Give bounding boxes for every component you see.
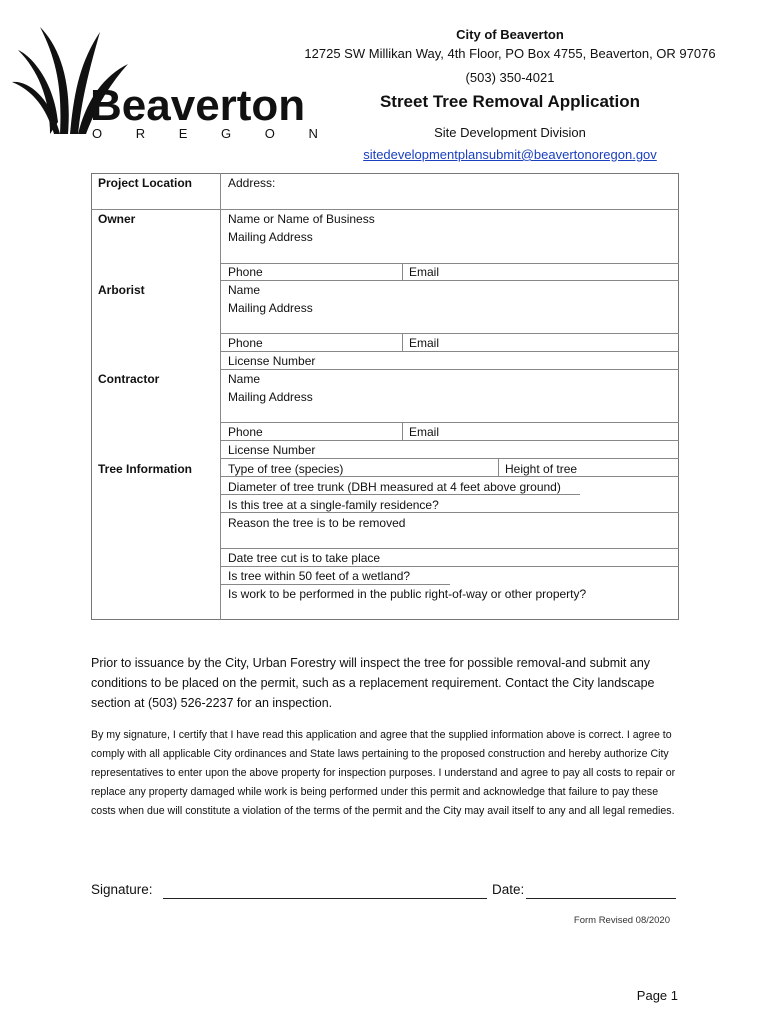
field-divider [402,422,403,440]
row-divider [220,280,679,281]
signature-label: Signature: [91,882,153,897]
owner-phone-field[interactable]: Phone [228,265,263,279]
owner-mailing-field[interactable]: Mailing Address [228,230,313,244]
field-divider [402,263,403,280]
single-family-field[interactable]: Is this tree at a single-family residence? [228,498,439,512]
contractor-license-field[interactable]: License Number [228,443,316,457]
contractor-email-field[interactable]: Email [409,425,440,439]
right-of-way-field[interactable]: Is work to be performed in the public right-of-way or other property? [228,587,587,601]
row-divider [220,333,679,334]
wetland-field[interactable]: Is tree within 50 feet of a wetland? [228,569,411,583]
row-divider [220,584,450,585]
section-arborist: Arborist [98,283,145,297]
city-name: City of Beaverton [456,27,564,42]
row-divider [220,440,679,441]
date-label: Date: [492,882,525,897]
beaverton-logo [10,22,333,142]
form-revised-note: Form Revised 08/2020 [573,915,670,926]
logo-wordmark: Beaverton [90,81,306,130]
section-tree-information: Tree Information [98,462,193,476]
field-divider [498,458,499,476]
division-email-link[interactable]: sitedevelopmentplansubmit@beavertonoregon.gov [363,147,657,162]
arborist-email-field[interactable]: Email [409,336,440,350]
section-project-location: Project Location [98,176,193,190]
row-divider [220,369,679,370]
contractor-name-field[interactable]: Name [228,372,261,386]
field-divider [402,333,403,351]
arborist-phone-field[interactable]: Phone [228,336,263,350]
project-address-field[interactable]: Address: [228,176,276,190]
row-divider [220,548,679,549]
row-divider [91,209,679,210]
arborist-license-field[interactable]: License Number [228,354,316,368]
city-address: 12725 SW Millikan Way, 4th Floor, PO Box 4755, Beaverton, OR 97076 [304,46,716,61]
row-divider [220,422,679,423]
row-divider [220,494,580,495]
contractor-mailing-field[interactable]: Mailing Address [228,390,313,404]
page-number: Page 1 [636,988,678,1003]
owner-email-field[interactable]: Email [409,265,440,279]
contractor-phone-field[interactable]: Phone [228,425,263,439]
section-contractor: Contractor [98,372,160,386]
tree-height-field[interactable]: Height of tree [505,462,578,476]
signature-line[interactable] [163,898,487,899]
row-divider [220,263,679,264]
row-divider [220,566,679,567]
row-divider [220,512,679,513]
arborist-mailing-field[interactable]: Mailing Address [228,301,313,315]
row-divider [220,351,679,352]
date-line[interactable] [526,898,676,899]
arborist-name-field[interactable]: Name [228,283,261,297]
page-title: Street Tree Removal Application [379,92,641,111]
certification-statement: By my signature, I certify that I have read this application and agree that the supplied information above is correct. I agree to comply with all applicable City ordinances and State laws pertaining to the proposed construction and hereby authorize City representatives to enter upon the above property for inspection purposes. I understand and agree to pay all costs to repair or replace any property damaged while work is being performed under this permit and acknowledge that failure to pay these costs when due will constitute a violation of the terms of the permit and the City may avail itself to any and all legal remedies. [91,729,676,817]
tree-type-field[interactable]: Type of tree (species) [228,462,344,476]
division-name: Site Development Division [434,125,586,140]
removal-reason-field[interactable]: Reason the tree is to be removed [228,516,406,530]
inspection-notice: Prior to issuance by the City, Urban Forestry will inspect the tree for possible removal-and submit any conditions to be placed on the permit, such as a replacement requirement. Contact the City landscape section at (503) 526-2237 for an inspection. [91,656,655,710]
section-owner: Owner [98,212,136,226]
column-divider [220,173,221,620]
cut-date-field[interactable]: Date tree cut is to take place [228,551,381,565]
row-divider [220,476,679,477]
application-form-table [91,173,679,620]
logo-subtext: O R E G O N [92,126,333,141]
tree-diameter-field[interactable]: Diameter of tree trunk (DBH measured at 4 feet above ground) [228,480,561,494]
city-phone: (503) 350-4021 [465,70,555,85]
row-divider [220,458,679,459]
owner-name-field[interactable]: Name or Name of Business [228,212,375,226]
